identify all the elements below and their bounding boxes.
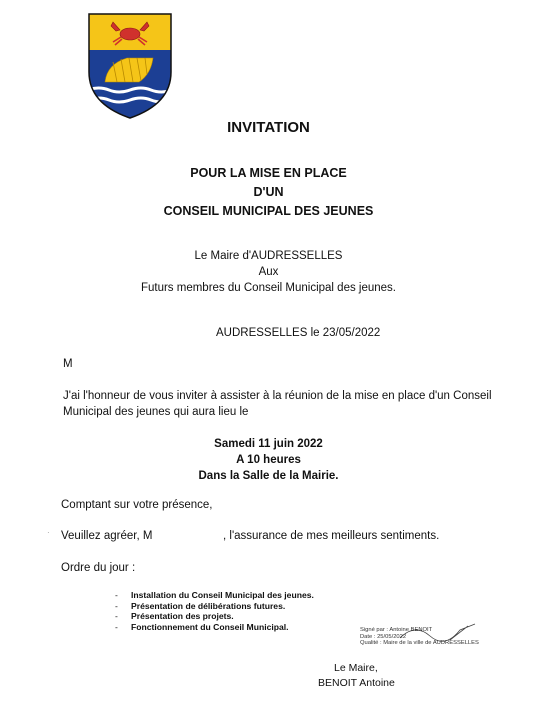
scan-mark: · [47, 528, 50, 537]
signed-by: Signé par : Antoine BENOIT [360, 627, 433, 633]
event-time: A 10 heures [236, 454, 301, 466]
document-title: INVITATION [227, 119, 310, 136]
closing-end: , l'assurance de mes meilleurs sentiments. [223, 530, 440, 542]
body-line-1: J'ai l'honneur de vous inviter à assister à la réunion de la mise en place d'un Conseil [63, 390, 492, 402]
event-date: Samedi 11 juin 2022 [214, 438, 323, 450]
agenda-item: - Présentation des projets. [115, 611, 314, 622]
signatory-quality: Qualité : Maire de la ville de AUDRESSELLES [360, 640, 479, 646]
signatory-title: Le Maire, [334, 662, 378, 674]
recipients: Futurs membres du Conseil Municipal des jeunes. [140, 282, 397, 294]
agenda-item: - Installation du Conseil Municipal des jeunes. [115, 590, 314, 601]
subtitle-line-2: D'UN [253, 185, 284, 199]
presence-line: Comptant sur votre présence, [61, 499, 213, 511]
agenda-list [115, 590, 314, 632]
agenda-item: - Présentation de délibérations futures. [115, 601, 314, 612]
body-line-2: Municipal des jeunes qui aura lieu le [63, 406, 249, 418]
sender: Le Maire d'AUDRESSELLES [194, 250, 343, 262]
subtitle-line-1: POUR LA MISE EN PLACE [190, 166, 347, 180]
signatory-name: BENOIT Antoine [318, 677, 395, 689]
electronic-signature-block [360, 627, 479, 647]
subtitle-line-3: CONSEIL MUNICIPAL DES JEUNES [163, 204, 374, 218]
agenda-title: Ordre du jour : [61, 562, 136, 574]
place-date: AUDRESSELLES le 23/05/2022 [216, 327, 381, 339]
signature-date: Date : 25/05/2022 [360, 633, 407, 640]
to-word: Aux [258, 266, 279, 278]
closing-start: Veuillez agréer, M [61, 530, 153, 542]
agenda-item: - Fonctionnement du Conseil Municipal. [115, 622, 314, 633]
salutation: M [63, 358, 73, 370]
event-place: Dans la Salle de la Mairie. [198, 470, 339, 482]
coat-of-arms-logo [87, 12, 173, 120]
